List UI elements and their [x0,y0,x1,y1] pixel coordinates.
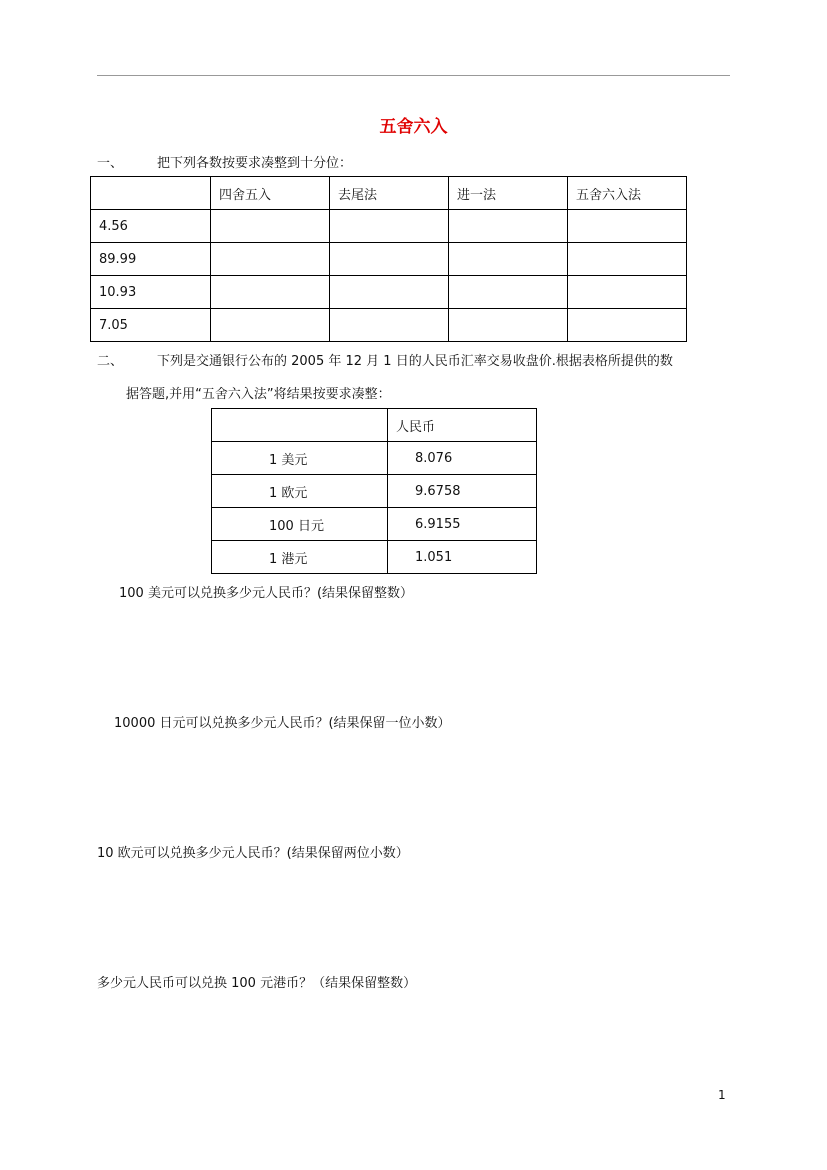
answer-cell[interactable] [330,243,449,276]
page-number: 1 [718,1088,726,1102]
answer-cell[interactable] [568,309,687,342]
currency-cell: 1 美元 [212,442,388,475]
table-row [91,210,687,243]
answer-cell[interactable] [568,210,687,243]
table-row [91,243,687,276]
section-1-number: 一、 [97,156,124,171]
table-row [212,475,537,508]
answer-cell[interactable] [449,276,568,309]
answer-cell[interactable] [449,210,568,243]
currency-cell: 1 欧元 [212,475,388,508]
rate-cell: 6.9155 [388,508,537,541]
exchange-rate-table [211,408,537,574]
table-row [212,541,537,574]
question-4: 多少元人民币可以兑换 100 元港币？（结果保留整数） [97,976,417,991]
row-label: 10.93 [91,276,211,309]
answer-cell[interactable] [449,309,568,342]
answer-cell[interactable] [330,309,449,342]
answer-cell[interactable] [211,309,330,342]
answer-cell[interactable] [211,210,330,243]
section-1-instruction: 把下列各数按要求凑整到十分位： [157,156,353,171]
header-cell [212,409,388,442]
header-cell: 五舍六入法 [568,177,687,210]
header-cell: 去尾法 [330,177,449,210]
answer-cell[interactable] [211,276,330,309]
table-row [91,276,687,309]
section-2-instruction-line1: 下列是交通银行公布的 2005 年 12 月 1 日的人民币汇率交易收盘价.根据表格所提供的数 [157,354,673,369]
table-header-row [91,177,687,210]
table-header-row [212,409,537,442]
header-rule [97,75,730,76]
rate-cell: 8.076 [388,442,537,475]
header-cell: 进一法 [449,177,568,210]
answer-cell[interactable] [568,276,687,309]
table-row [212,442,537,475]
question-1: 100 美元可以兑换多少元人民币？(结果保留整数） [119,586,414,601]
row-label: 4.56 [91,210,211,243]
answer-cell[interactable] [211,243,330,276]
answer-cell[interactable] [449,243,568,276]
currency-cell: 100 日元 [212,508,388,541]
currency-cell: 1 港元 [212,541,388,574]
header-cell: 四舍五入 [211,177,330,210]
rate-cell: 9.6758 [388,475,537,508]
section-2-number: 二、 [97,354,124,369]
rate-cell: 1.051 [388,541,537,574]
header-cell [91,177,211,210]
answer-cell[interactable] [568,243,687,276]
table-row [91,309,687,342]
question-2: 10000 日元可以兑换多少元人民币？(结果保留一位小数） [114,716,451,731]
rounding-table [90,176,687,342]
table-row [212,508,537,541]
question-3: 10 欧元可以兑换多少元人民币？(结果保留两位小数） [97,846,409,861]
header-cell: 人民币 [388,409,537,442]
section-2-instruction-line2: 据答题,并用“五舍六入法”将结果按要求凑整： [126,387,391,402]
page-title: 五舍六入 [379,117,448,137]
answer-cell[interactable] [330,276,449,309]
row-label: 89.99 [91,243,211,276]
answer-cell[interactable] [330,210,449,243]
row-label: 7.05 [91,309,211,342]
